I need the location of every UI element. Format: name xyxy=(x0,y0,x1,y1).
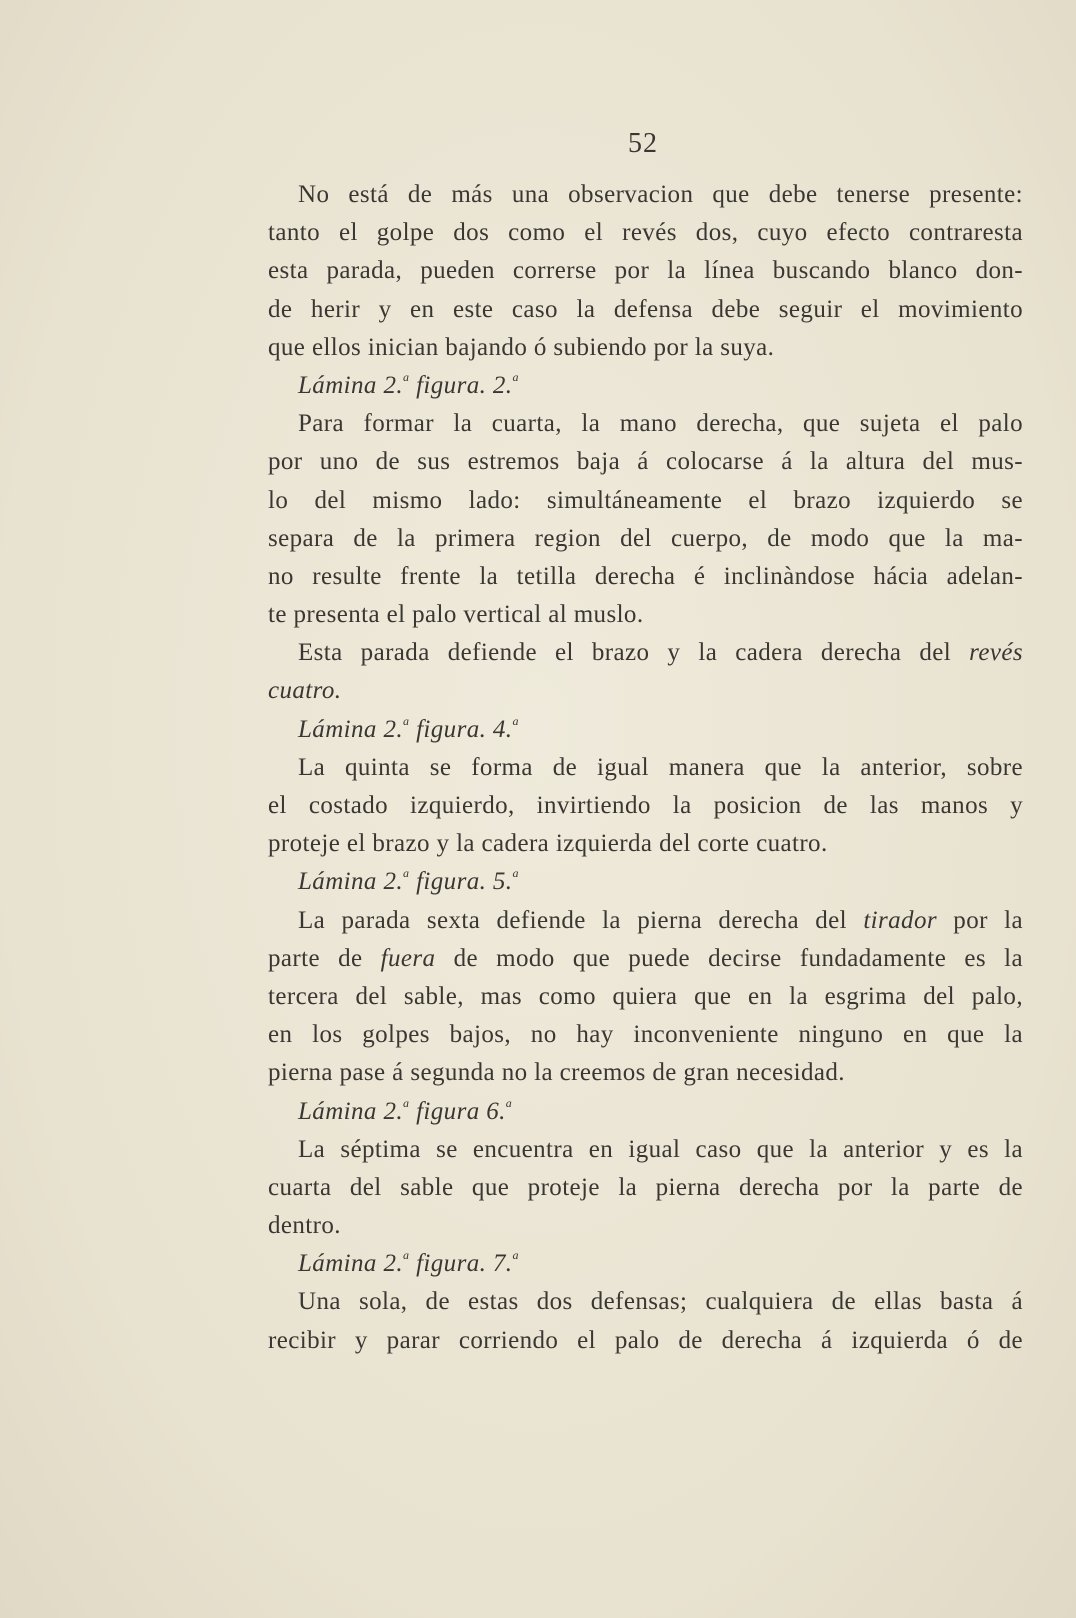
text-segment: por la xyxy=(936,906,1023,934)
text-line xyxy=(268,1283,1023,1321)
figure-reference xyxy=(268,863,1023,901)
superscript: a xyxy=(403,866,410,881)
text-line xyxy=(268,176,1023,214)
superscript: a xyxy=(403,369,410,384)
page-body-text xyxy=(268,176,1023,1360)
italic-text: tirador xyxy=(863,906,937,934)
text-line xyxy=(268,634,1023,672)
text-line xyxy=(268,1131,1023,1169)
text-line xyxy=(268,329,1023,367)
text-line xyxy=(268,902,1023,940)
text-segment: de modo que puede decirse fundadamente es la xyxy=(435,944,1023,972)
text-line xyxy=(268,520,1023,558)
text-segment: tercera del sable, mas como quiera que en la esgrima del palo, xyxy=(268,982,1023,1010)
superscript: a xyxy=(512,713,519,728)
text-segment: figura. 4. xyxy=(409,715,513,743)
text-segment: figura. 2. xyxy=(409,371,513,399)
text-line xyxy=(268,1016,1023,1054)
text-segment: Lámina 2. xyxy=(298,868,404,896)
text-line xyxy=(268,749,1023,787)
text-segment: cuarta del sable que proteje la pierna derecha por la parte de xyxy=(268,1173,1023,1201)
text-line xyxy=(268,978,1023,1016)
text-segment: No está de más una observacion que debe tenerse presente: xyxy=(298,181,1023,208)
text-line xyxy=(268,1322,1023,1360)
text-segment: por uno de sus estremos baja á colocarse á la altura del mus- xyxy=(268,448,1023,476)
text-segment: de herir y en este caso la defensa debe seguir el movimiento xyxy=(268,295,1023,323)
figure-reference xyxy=(268,1093,1023,1131)
figure-reference xyxy=(268,367,1023,405)
text-segment: tanto el golpe dos como el revés dos, cuyo efecto contraresta xyxy=(268,219,1023,247)
text-segment: recibir y parar corriendo el palo de derecha á izquierda ó de xyxy=(268,1326,1023,1354)
text-line xyxy=(268,291,1023,329)
text-segment: te presenta el palo vertical al muslo. xyxy=(268,601,644,629)
text-segment: proteje el brazo y la cadera izquierda del corte cuatro. xyxy=(268,830,828,858)
text-segment: figura 6. xyxy=(409,1097,506,1125)
text-line xyxy=(268,825,1023,863)
superscript: a xyxy=(403,713,410,728)
text-segment: figura. 7. xyxy=(409,1250,513,1278)
text-segment: en los golpes bajos, no hay inconveniente ninguno en que la xyxy=(268,1021,1023,1049)
text-segment: Esta parada defiende el brazo y la cadera derecha del xyxy=(298,639,970,667)
text-line xyxy=(268,1169,1023,1207)
page-number: 52 xyxy=(628,128,658,159)
text-line xyxy=(268,1207,1023,1245)
text-line xyxy=(268,214,1023,252)
text-segment: que ellos inician bajando ó subiendo por la suya. xyxy=(268,333,775,361)
text-line xyxy=(268,443,1023,481)
text-segment: dentro. xyxy=(268,1212,341,1240)
text-segment: el costado izquierdo, invirtiendo la posicion de las manos y xyxy=(268,792,1023,819)
italic-text: fuera xyxy=(380,944,436,972)
text-segment: Lámina 2. xyxy=(298,715,404,743)
text-segment: separa de la primera region del cuerpo, de modo que la ma- xyxy=(268,524,1023,552)
text-segment: Lámina 2. xyxy=(298,1250,404,1278)
text-line xyxy=(268,787,1023,825)
text-segment: Para formar la cuarta, la mano derecha, que sujeta el palo xyxy=(298,410,1023,438)
text-segment: La quinta se forma de igual manera que la anterior, sobre xyxy=(298,753,1023,781)
text-line xyxy=(268,558,1023,596)
text-line xyxy=(268,940,1023,978)
superscript: a xyxy=(505,1095,513,1110)
text-segment: La parada sexta defiende la pierna derecha del xyxy=(298,906,864,934)
text-segment: pierna pase á segunda no la creemos de gran necesidad. xyxy=(268,1059,845,1087)
superscript: a xyxy=(403,1095,410,1110)
text-segment: Una sola, de estas dos defensas; cualquiera de ellas basta á xyxy=(298,1288,1023,1316)
text-segment: Lámina 2. xyxy=(298,371,404,399)
text-segment: no resulte frente la tetilla derecha é inclinàndose hácia adelan- xyxy=(268,562,1023,590)
text-segment: La séptima se encuentra en igual caso que la anterior y es la xyxy=(298,1135,1023,1163)
text-segment: esta parada, pueden correrse por la línea buscando blanco don- xyxy=(268,257,1023,285)
italic-text: revés xyxy=(969,639,1023,667)
italic-text: cuatro. xyxy=(268,677,342,705)
superscript: a xyxy=(403,1248,410,1263)
text-segment: lo del mismo lado: simultáneamente el brazo izquierdo se xyxy=(268,486,1023,514)
text-segment: figura. 5. xyxy=(409,868,513,896)
text-line xyxy=(268,405,1023,443)
text-line xyxy=(268,1054,1023,1092)
superscript: a xyxy=(512,1248,519,1263)
figure-reference xyxy=(268,1245,1023,1283)
figure-reference xyxy=(268,711,1023,749)
superscript: a xyxy=(512,369,519,384)
text-segment: parte de xyxy=(268,944,381,972)
text-line xyxy=(268,596,1023,634)
text-segment: Lámina 2. xyxy=(298,1097,404,1125)
text-line xyxy=(268,482,1023,520)
text-line xyxy=(268,672,1023,710)
superscript: a xyxy=(512,866,519,881)
text-line xyxy=(268,252,1023,290)
